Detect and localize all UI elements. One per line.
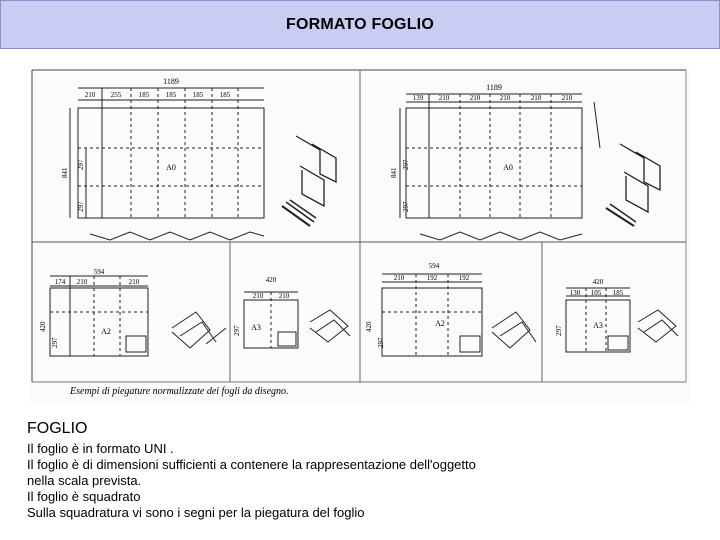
- a2-left-height: 420: [39, 321, 47, 332]
- a0-left-seg-4: 185: [165, 91, 177, 99]
- a2-right-seg-3: 192: [458, 274, 470, 282]
- text-line: Il foglio è di dimensioni sufficienti a contenere la rappresentazione dell'oggetto: [27, 457, 476, 472]
- a2-right-seg-2: 192: [426, 274, 438, 282]
- a3-left-width: 420: [265, 276, 277, 284]
- a2-left-seg-2: 210: [76, 278, 88, 286]
- a2-right-width: 594: [428, 262, 440, 270]
- a3-right-seg-1: 130: [569, 289, 581, 297]
- a0-right-seg-4: 210: [499, 94, 511, 102]
- a0-left-sheet-label: A0: [166, 163, 176, 172]
- a0-right-panel: [390, 83, 660, 240]
- a0-right-height: 841: [390, 167, 398, 178]
- a3-left-panel: [233, 276, 350, 348]
- page-title: FORMATO FOGLIO: [286, 15, 434, 33]
- folding-diagram: [30, 66, 690, 404]
- a0-right-seg-6: 210: [561, 94, 573, 102]
- a3-right-seg-3: 185: [612, 289, 624, 297]
- text-line: Sulla squadratura vi sono i segni per la piegatura del foglio: [27, 505, 365, 520]
- figure-caption: Esempi di piegature normalizzate dei fogli da disegno.: [70, 386, 289, 397]
- a0-left-panel: [61, 77, 336, 240]
- a0-left-seg-3: 185: [138, 91, 150, 99]
- a0-left-seg-1: 210: [84, 91, 96, 99]
- a2-left-width: 594: [93, 268, 105, 276]
- a2-right-seg-1: 210: [393, 274, 405, 282]
- text-line: Il foglio è squadrato: [27, 489, 141, 504]
- text-line: nella scala prevista.: [27, 473, 142, 488]
- a2-left-height-2: 297: [51, 337, 59, 348]
- a2-right-height: 420: [365, 321, 373, 332]
- a0-left-seg-2: 255: [110, 91, 122, 99]
- a3-right-seg-2: 105: [590, 289, 602, 297]
- a3-left-height: 297: [233, 325, 241, 336]
- a2-right-sheet-label: A2: [435, 319, 445, 328]
- a0-right-height-3: 297: [402, 201, 410, 212]
- body-text: [27, 420, 667, 521]
- a3-left-seg-1: 210: [252, 292, 264, 300]
- a2-left-seg-1: 174: [54, 278, 66, 286]
- a2-right-height-2: 297: [377, 337, 385, 348]
- title-bar: [0, 0, 720, 49]
- text-line: Il foglio è in formato UNI .: [27, 441, 174, 456]
- a3-right-panel: [555, 278, 678, 352]
- a0-right-seg-1: 139: [412, 94, 424, 102]
- a0-left-height-3: 297: [77, 201, 85, 212]
- a0-left-width: 1189: [163, 77, 179, 86]
- a3-right-height: 297: [555, 325, 563, 336]
- a0-left-height-2: 297: [77, 159, 85, 170]
- a0-left-seg-5: 185: [192, 91, 204, 99]
- a0-right-height-2: 297: [402, 159, 410, 170]
- a0-right-seg-3: 210: [469, 94, 481, 102]
- a0-left-seg-6: 185: [219, 91, 231, 99]
- a2-left-seg-3: 210: [128, 278, 140, 286]
- a3-right-sheet-label: A3: [593, 321, 603, 330]
- section-heading: FOGLIO: [27, 420, 88, 437]
- a3-left-sheet-label: A3: [251, 323, 261, 332]
- a0-right-seg-5: 210: [530, 94, 542, 102]
- a3-right-width: 420: [592, 278, 604, 286]
- a2-left-panel: [39, 268, 226, 356]
- a0-left-height: 841: [61, 167, 69, 178]
- a0-right-sheet-label: A0: [503, 163, 513, 172]
- a0-right-seg-2: 210: [438, 94, 450, 102]
- a3-left-seg-2: 210: [278, 292, 290, 300]
- a0-right-width: 1189: [486, 83, 502, 92]
- a2-right-panel: [365, 262, 536, 356]
- a2-left-sheet-label: A2: [101, 327, 111, 336]
- folding-figure: [30, 66, 690, 404]
